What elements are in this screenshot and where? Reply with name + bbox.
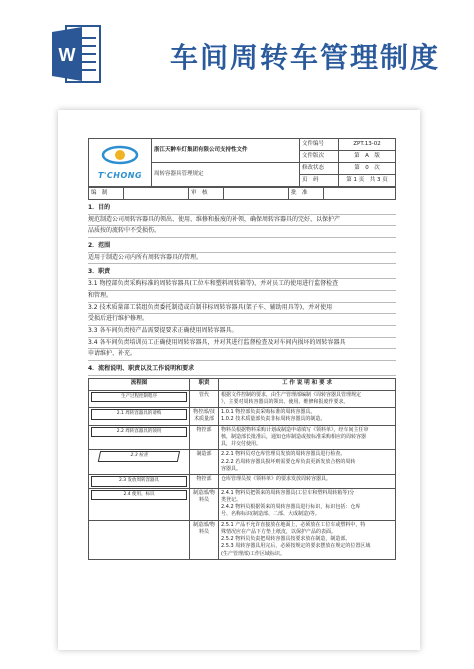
table-row xyxy=(89,520,396,559)
company-logo xyxy=(89,139,152,187)
logo-icon xyxy=(100,144,140,166)
table-row xyxy=(89,450,396,475)
field-value: 第 0 次 xyxy=(339,163,396,175)
document-page xyxy=(58,110,420,650)
description-cell: 2.4.1 物料员把领来的周转容器具(工位车和塑料周转箱等)分 类登记。 2.4.2 物料员根据领来的周转容器具进行标识，标识包括：仓库 号、名称标识(制造部、二部、大成制造)等。 xyxy=(219,488,396,520)
section-heading: 4．流程说明、职责以及工作说明和要求 xyxy=(88,363,396,376)
section-heading: 3．职责 xyxy=(88,266,396,279)
body-line: 3.1 物控部负责采购标准的周转容器具(工位车和塑料周转箱等)，并对员工的使用进行监督检查 xyxy=(88,279,396,291)
page-number: 第 1 页 共 3 页 xyxy=(339,175,396,187)
field-label: 文件版次 xyxy=(300,151,339,163)
field-label: 文件编号 xyxy=(300,139,339,151)
role-cell: 管代 xyxy=(190,390,219,408)
section-duties xyxy=(88,266,396,361)
description-cell: 2.5.1 产品不允许直接放在地面上，必须放在工位车或塑料中，特 殊情况应在产品下方垫上纸皮，以保护产品的表面。 2.5.2 物料员负责把周转容器具按要求放在制造，制造部。 2.5.3 周转容器具用完后，必须按规定的要求摆放在规定的位置区域 (生产管理部)工作区域标识。 xyxy=(219,520,396,559)
body-line: 受损后进行维护修理。 xyxy=(88,314,396,326)
body-line: 和管理。 xyxy=(88,291,396,303)
table-row xyxy=(89,390,396,408)
description-cell: 1.0.1 物控部负责采购标准的周转容器具。 1.0.2 技术质量部负责非标周转容器具的制造。 xyxy=(219,408,396,426)
section-heading: 2．范围 xyxy=(88,240,396,253)
column-header: 流程图 xyxy=(89,378,190,390)
body-line: 规范制造公司周转容器具的领出、使用、维修和报废的补领，确保周转容器具的完好、以保护产 xyxy=(88,215,396,227)
field-value: ZPT.13-02 xyxy=(339,139,396,151)
prepare-label: 编 制 xyxy=(89,188,124,200)
process-table xyxy=(88,378,396,560)
review-label: 审 核 xyxy=(189,188,224,200)
field-value: 第 A 版 xyxy=(339,151,396,163)
table-row xyxy=(89,488,396,520)
flow-decision: 2.3 检查 xyxy=(98,451,180,462)
table-row xyxy=(89,425,396,450)
document-name: 周转容器具管理规定 xyxy=(152,163,300,187)
flow-step: 2.1 周转容器具的请购 xyxy=(91,409,187,420)
body-line: 申请维护、补充。 xyxy=(88,349,396,361)
logo-text: T'CHONG xyxy=(97,170,143,180)
role-cell: 制造部/物料员 xyxy=(190,488,219,520)
section-scope xyxy=(88,240,396,264)
role-cell: 制造部/物料员 xyxy=(190,520,219,559)
section-process xyxy=(88,363,396,376)
role-cell: 物控部 xyxy=(190,425,219,450)
body-line: 3.3 各车间负责按产品需要提要求正确使用周转容器具。 xyxy=(88,326,396,338)
company-name: 浙江天翀车灯集团有限公司支持性文件 xyxy=(152,139,300,163)
flow-step: 2.2 周转容器具的领用 xyxy=(91,427,187,438)
section-purpose xyxy=(88,202,396,238)
description-cell: 根据文件控制的要求，由生产管理部编制《周转容器具管理规定 》，主要对周转容器具的领出、使用、维修和报废作要求。 xyxy=(219,390,396,408)
title-banner xyxy=(0,0,474,108)
flow-step: 2.3 发放周转容器具 xyxy=(91,476,187,487)
header-table xyxy=(88,138,396,187)
table-row xyxy=(89,408,396,426)
field-label: 页 码 xyxy=(300,175,339,187)
word-doc-icon xyxy=(52,24,102,84)
role-cell: 物控部 xyxy=(190,475,219,489)
signature-row xyxy=(88,187,396,200)
description-cell: 物料员根据物料采购计划或制造申请填写《领料单》，经车间主任审 核，制造部长批准后，通知仓库制造或按标准采购相应的周转容器 具，并交付使用。 xyxy=(219,425,396,450)
description-cell: 2.2.1 物料员对仓库管理员发放的周转容器具进行检查。 2.2.2 若周转容器具损坏则需要仓库负责更新发放合格的周转 容器具。 xyxy=(219,450,396,475)
page-title: 车间周转车管理制度 xyxy=(170,41,441,74)
svg-text:W: W xyxy=(58,45,76,65)
description-cell: 仓库管理员按《领料单》的要求发放周转容器具。 xyxy=(219,475,396,489)
approve-label: 批 准 xyxy=(289,188,324,200)
flow-step: 生产过程控制程序 xyxy=(91,392,187,403)
column-header: 工 作 说 明 和 要 求 xyxy=(219,378,396,390)
body-line: 品质按的流转中不受损伤。 xyxy=(88,226,396,238)
field-label: 修改状态 xyxy=(300,163,339,175)
section-heading: 1．目的 xyxy=(88,202,396,215)
body-line: 适用于制造公司内所有周转容器具的管理。 xyxy=(88,253,396,265)
table-row xyxy=(89,475,396,489)
body-line: 3.4 各车间负责培训员工正确使用周转容器具，并对其进行监督检查及对车间内损坏的周转容器具 xyxy=(88,338,396,350)
column-header: 职责 xyxy=(190,378,219,390)
flow-step: 2.4 使用、标识 xyxy=(91,490,187,501)
role-cell: 物控部/技术质量部 xyxy=(190,408,219,426)
body-line: 3.2 技术质量部工装组负责委托制造或自制非标周转容器具(架子车、辅助用具等)，并对使用 xyxy=(88,303,396,315)
role-cell: 制造部 xyxy=(190,450,219,475)
